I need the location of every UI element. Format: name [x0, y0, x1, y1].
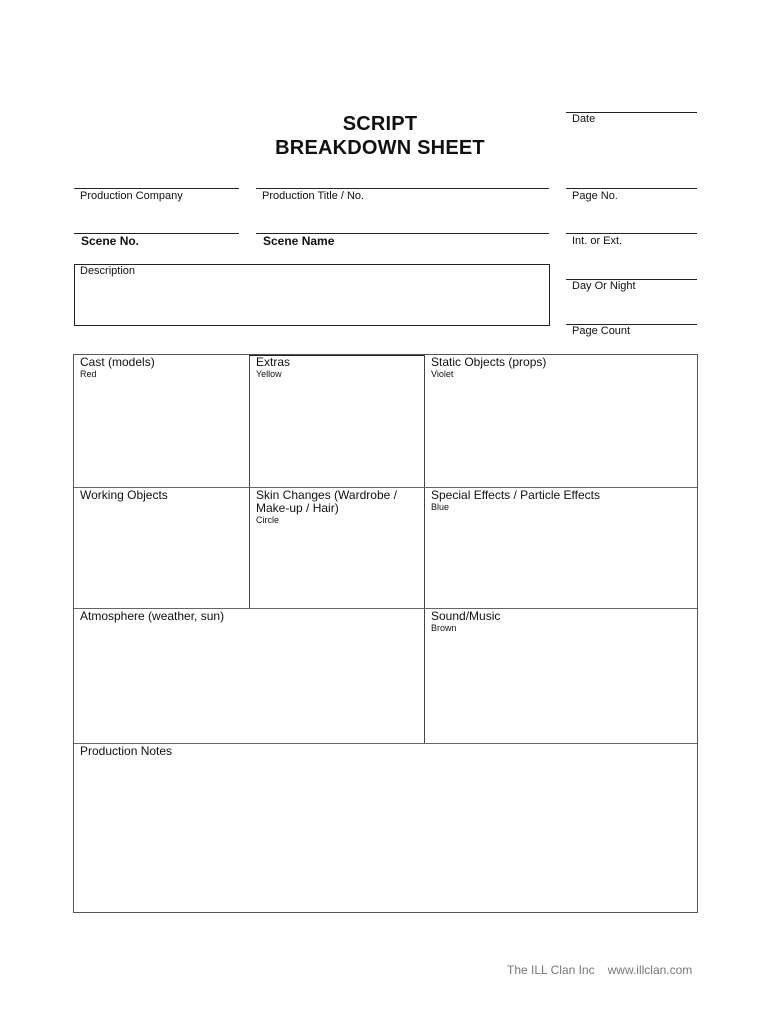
day-night-label: Day Or Night	[572, 280, 636, 292]
sound-music-color-code: Brown	[431, 623, 457, 633]
page-no-line[interactable]	[566, 188, 697, 189]
static-objects-cell[interactable]	[431, 356, 691, 380]
static-objects-color-code: Violet	[431, 369, 454, 379]
date-label: Date	[572, 113, 596, 125]
scene-no-label: Scene No.	[81, 234, 140, 248]
atmosphere-cell[interactable]	[80, 610, 410, 623]
production-notes-cell[interactable]	[80, 745, 690, 758]
footer-company: The ILL Clan Inc	[507, 963, 595, 977]
production-title-line[interactable]	[256, 188, 549, 189]
extras-cell[interactable]	[256, 356, 416, 380]
description-box[interactable]	[74, 264, 550, 326]
int-ext-label: Int. or Ext.	[572, 235, 623, 247]
working-objects-title: Working Objects	[80, 488, 168, 502]
footer-website[interactable]: www.illclan.com	[607, 963, 693, 977]
special-effects-title: Special Effects / Particle Effects	[431, 488, 600, 502]
special-effects-color-code: Blue	[431, 502, 450, 512]
production-notes-title: Production Notes	[80, 744, 173, 758]
static-objects-title: Static Objects (props)	[431, 355, 547, 369]
sound-music-cell[interactable]	[431, 610, 691, 634]
production-title-label: Production Title / No.	[262, 190, 365, 202]
cast-color-code: Red	[80, 369, 97, 379]
sound-music-title: Sound/Music	[431, 609, 501, 623]
grid-divider-v2	[424, 355, 425, 744]
extras-color-code: Yellow	[256, 369, 282, 379]
special-effects-cell[interactable]	[431, 489, 691, 513]
cast-title: Cast (models)	[80, 355, 155, 369]
skin-changes-title: Skin Changes (Wardrobe / Make-up / Hair)	[256, 488, 397, 515]
grid-divider-v1	[249, 355, 250, 609]
skin-changes-cell[interactable]	[256, 489, 418, 526]
skin-changes-color-code: Circle	[256, 515, 280, 525]
cast-cell[interactable]	[80, 356, 245, 380]
page-title-line-1: SCRIPT	[342, 113, 418, 135]
scene-name-label: Scene Name	[263, 234, 335, 248]
description-label: Description	[80, 265, 136, 277]
atmosphere-title: Atmosphere (weather, sun)	[80, 609, 225, 623]
footer	[507, 963, 692, 977]
extras-title: Extras	[256, 355, 291, 369]
page-no-label: Page No.	[572, 190, 618, 202]
production-company-label: Production Company	[80, 190, 183, 202]
page-title-line-2: BREAKDOWN SHEET	[275, 137, 485, 159]
int-ext-line[interactable]	[566, 233, 697, 234]
page-count-label: Page Count	[572, 325, 631, 337]
production-company-line[interactable]	[74, 188, 239, 189]
working-objects-cell[interactable]	[80, 489, 245, 502]
